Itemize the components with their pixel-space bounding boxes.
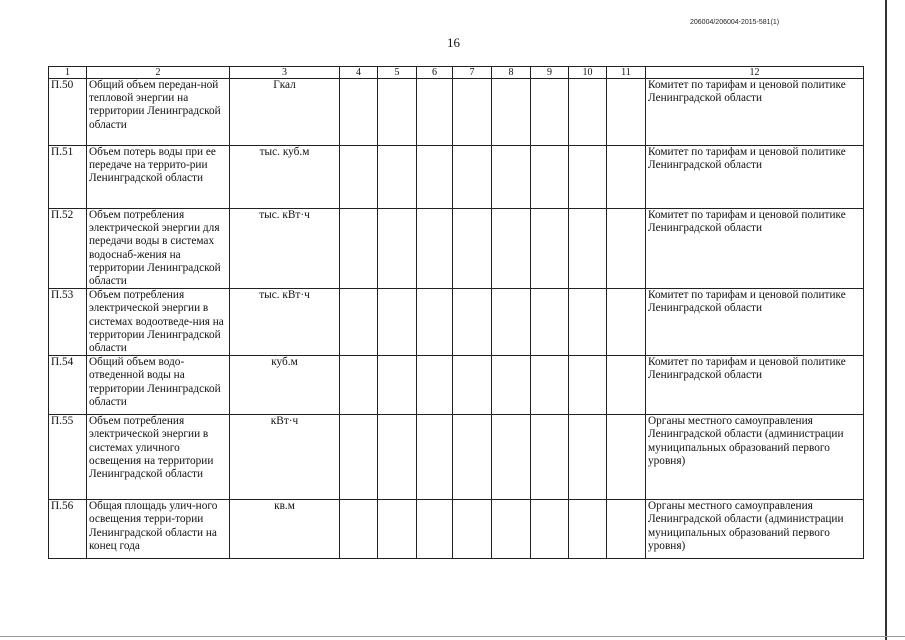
empty-cell	[492, 500, 531, 559]
empty-cell	[340, 356, 378, 415]
unit: тыс. куб.м	[230, 146, 340, 209]
page-number: 16	[447, 35, 460, 50]
responsible-body: Комитет по тарифам и ценовой политике Ленинградской области	[646, 289, 864, 356]
empty-cell	[492, 356, 531, 415]
row-number: П.56	[49, 500, 87, 559]
empty-cell	[569, 146, 607, 209]
empty-cell	[340, 79, 378, 146]
empty-cell	[531, 79, 569, 146]
empty-cell	[607, 79, 646, 146]
empty-cell	[453, 500, 492, 559]
column-header-1: 1	[49, 67, 87, 79]
column-header-11: 11	[607, 67, 646, 79]
column-header-6: 6	[417, 67, 453, 79]
empty-cell	[340, 415, 378, 500]
empty-cell	[607, 209, 646, 289]
unit: кв.м	[230, 500, 340, 559]
indicator-name: Общий объем водо-отведенной воды на территории Ленинградской области	[87, 356, 230, 415]
table-row	[49, 289, 864, 356]
empty-cell	[607, 146, 646, 209]
empty-cell	[340, 209, 378, 289]
empty-cell	[531, 415, 569, 500]
responsible-body: Комитет по тарифам и ценовой политике Ленинградской области	[646, 209, 864, 289]
table-row	[49, 415, 864, 500]
empty-cell	[569, 500, 607, 559]
empty-cell	[492, 209, 531, 289]
row-number: П.55	[49, 415, 87, 500]
empty-cell	[453, 415, 492, 500]
empty-cell	[531, 146, 569, 209]
empty-cell	[417, 79, 453, 146]
unit: тыс. кВт·ч	[230, 209, 340, 289]
empty-cell	[378, 146, 417, 209]
indicator-name: Объем потерь воды при ее передаче на террито-рии Ленинградской области	[87, 146, 230, 209]
unit: тыс. кВт·ч	[230, 289, 340, 356]
empty-cell	[340, 146, 378, 209]
table-row	[49, 500, 864, 559]
empty-cell	[378, 289, 417, 356]
empty-cell	[492, 415, 531, 500]
empty-cell	[417, 209, 453, 289]
indicators-table	[48, 66, 864, 559]
empty-cell	[417, 356, 453, 415]
unit: Гкал	[230, 79, 340, 146]
responsible-body: Органы местного самоуправления Ленинградской области (администрации муниципальных образований первого уровня)	[646, 500, 864, 559]
empty-cell	[492, 79, 531, 146]
empty-cell	[378, 79, 417, 146]
responsible-body: Комитет по тарифам и ценовой политике Ленинградской области	[646, 146, 864, 209]
responsible-body: Органы местного самоуправления Ленинградской области (администрации муниципальных образований первого уровня)	[646, 415, 864, 500]
table-row	[49, 209, 864, 289]
empty-cell	[378, 415, 417, 500]
empty-cell	[417, 146, 453, 209]
indicator-name: Общая площадь улич-ного освещения терри-тории Ленинградской области на конец года	[87, 500, 230, 559]
row-number: П.52	[49, 209, 87, 289]
empty-cell	[531, 500, 569, 559]
empty-cell	[531, 209, 569, 289]
row-number: П.50	[49, 79, 87, 146]
empty-cell	[417, 500, 453, 559]
column-header-4: 4	[340, 67, 378, 79]
empty-cell	[607, 356, 646, 415]
indicator-name: Объем потребления электрической энергии в системах уличного освещения на территории Ленинградской области	[87, 415, 230, 500]
column-header-10: 10	[569, 67, 607, 79]
header-row	[49, 67, 864, 79]
column-header-5: 5	[378, 67, 417, 79]
empty-cell	[569, 356, 607, 415]
table-row	[49, 356, 864, 415]
empty-cell	[492, 146, 531, 209]
table-row	[49, 79, 864, 146]
empty-cell	[378, 209, 417, 289]
scan-edge-line	[885, 0, 887, 640]
table-row	[49, 146, 864, 209]
empty-cell	[417, 289, 453, 356]
empty-cell	[569, 415, 607, 500]
column-header-8: 8	[492, 67, 531, 79]
column-header-2: 2	[87, 67, 230, 79]
scan-bottom-line	[0, 636, 905, 637]
unit: куб.м	[230, 356, 340, 415]
empty-cell	[453, 289, 492, 356]
empty-cell	[607, 415, 646, 500]
empty-cell	[378, 356, 417, 415]
empty-cell	[340, 289, 378, 356]
document-id: 206004/206004-2015-581(1)	[690, 19, 780, 26]
row-number: П.54	[49, 356, 87, 415]
empty-cell	[378, 500, 417, 559]
empty-cell	[453, 209, 492, 289]
unit: кВт·ч	[230, 415, 340, 500]
column-header-9: 9	[531, 67, 569, 79]
empty-cell	[569, 209, 607, 289]
empty-cell	[607, 289, 646, 356]
empty-cell	[417, 415, 453, 500]
row-number: П.51	[49, 146, 87, 209]
indicator-name: Объем потребления электрической энергии в системах водоотведе-ния на территории Ленинградской области	[87, 289, 230, 356]
empty-cell	[569, 79, 607, 146]
column-header-12: 12	[646, 67, 864, 79]
indicator-name: Общий объем передан-ной тепловой энергии на территории Ленинградской области	[87, 79, 230, 146]
empty-cell	[607, 500, 646, 559]
empty-cell	[453, 356, 492, 415]
responsible-body: Комитет по тарифам и ценовой политике Ленинградской области	[646, 79, 864, 146]
empty-cell	[569, 289, 607, 356]
indicator-name: Объем потребления электрической энергии для передачи воды в системах водоснаб-жения на территории Ленинградской области	[87, 209, 230, 289]
empty-cell	[453, 146, 492, 209]
empty-cell	[492, 289, 531, 356]
empty-cell	[453, 79, 492, 146]
column-header-7: 7	[453, 67, 492, 79]
empty-cell	[340, 500, 378, 559]
responsible-body: Комитет по тарифам и ценовой политике Ленинградской области	[646, 356, 864, 415]
column-header-3: 3	[230, 67, 340, 79]
row-number: П.53	[49, 289, 87, 356]
empty-cell	[531, 289, 569, 356]
empty-cell	[531, 356, 569, 415]
